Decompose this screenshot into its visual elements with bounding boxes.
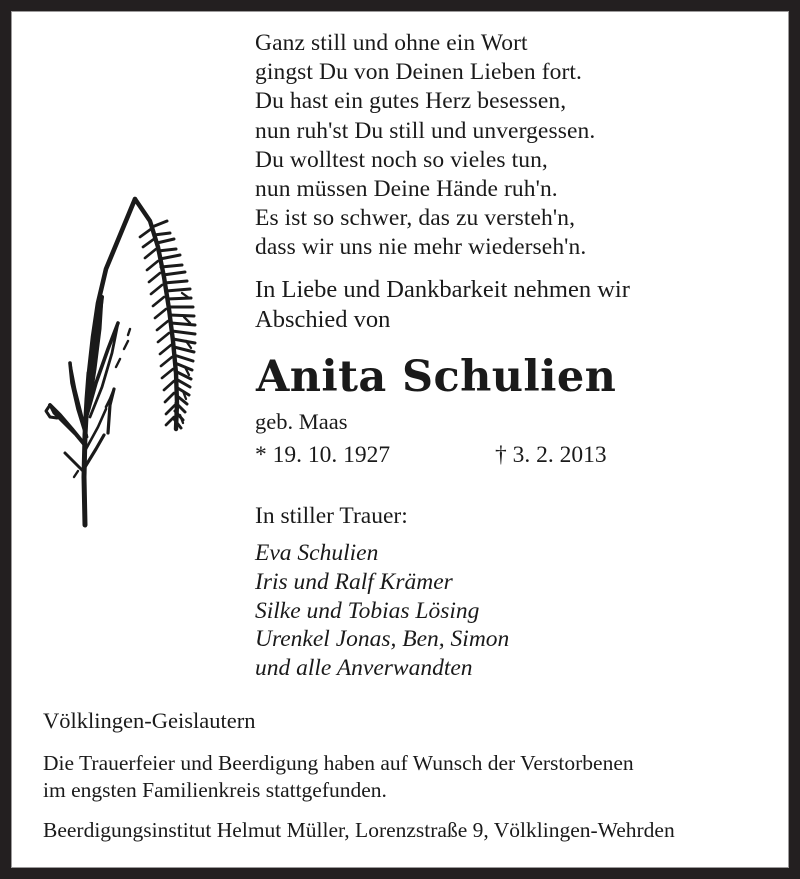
poem-line: gingst Du von Deinen Lieben fort. bbox=[255, 59, 583, 86]
poem-line: dass wir uns nie mehr wiederseh'n. bbox=[255, 234, 587, 261]
mourners-list bbox=[255, 539, 725, 683]
dedication-text bbox=[255, 275, 775, 335]
funeral-institute: Beerdigungsinstitut Helmut Müller, Lorenzstraße 9, Völklingen-Wehrden bbox=[43, 818, 675, 842]
dedication-line: In Liebe und Dankbarkeit nehmen wir bbox=[255, 276, 630, 303]
mourner-name: Iris und Ralf Krämer bbox=[255, 568, 453, 595]
death-date: † 3. 2. 2013 bbox=[495, 442, 607, 468]
grass-panicle-icon bbox=[40, 177, 215, 542]
mourner-name: und alle Anverwandten bbox=[255, 655, 473, 682]
place-name: Völklingen-Geislautern bbox=[43, 708, 256, 733]
poem-line: nun müssen Deine Hände ruh'n. bbox=[255, 176, 558, 203]
mourner-name: Silke und Tobias Lösing bbox=[255, 597, 480, 624]
poem-line: Du hast ein gutes Herz besessen, bbox=[255, 88, 567, 115]
mourner-name: Urenkel Jonas, Ben, Simon bbox=[255, 626, 510, 653]
poem-line: nun ruh'st Du still und unvergessen. bbox=[255, 117, 596, 144]
mourner-name: Eva Schulien bbox=[255, 540, 379, 566]
ceremony-note bbox=[43, 750, 759, 804]
notice-content bbox=[12, 12, 788, 867]
memorial-poem bbox=[255, 29, 775, 263]
mourners-heading: In stiller Trauer: bbox=[255, 503, 408, 529]
maiden-name: geb. Maas bbox=[255, 409, 348, 434]
ceremony-line: Die Trauerfeier und Beerdigung haben auf Wunsch der Verstorbenen bbox=[43, 751, 634, 775]
ceremony-line: im engsten Familienkreis stattgefunden. bbox=[43, 778, 387, 802]
life-dates bbox=[255, 440, 715, 470]
poem-line: Du wolltest noch so vieles tun, bbox=[255, 146, 548, 173]
birth-date: * 19. 10. 1927 bbox=[255, 442, 391, 468]
dedication-line: Abschied von bbox=[255, 306, 391, 333]
poem-line: Ganz still und ohne ein Wort bbox=[255, 30, 528, 56]
poem-line: Es ist so schwer, das zu versteh'n, bbox=[255, 205, 576, 232]
deceased-name: Anita Schulien bbox=[256, 352, 617, 402]
